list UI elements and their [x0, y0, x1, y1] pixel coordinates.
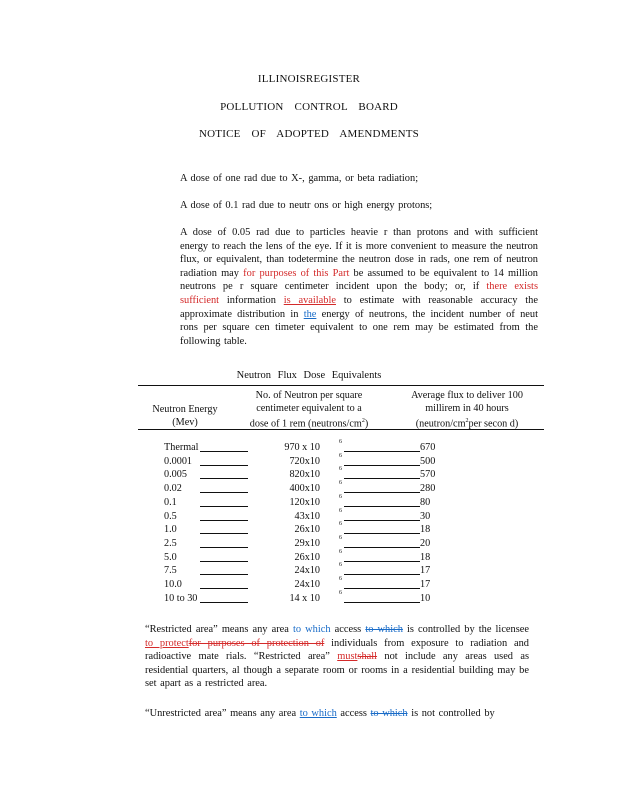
exponent: 6 [339, 480, 342, 487]
flux-cell: 17 [420, 565, 431, 577]
table-row [0, 452, 618, 469]
exponent: 6 [339, 521, 342, 528]
flux-cell: 20 [420, 537, 431, 549]
energy-cell: 10.0 [164, 579, 182, 590]
leader-line [200, 520, 248, 521]
leader-line [344, 465, 420, 466]
exponent: 6 [339, 493, 342, 500]
flux-cell: 30 [420, 510, 431, 522]
neutrons-cell: 14 x 10 [289, 592, 320, 604]
flux-cell: 18 [420, 551, 431, 563]
leader-line [344, 561, 420, 562]
leader-line [200, 465, 248, 466]
deleted-text: to which [365, 624, 403, 635]
restricted-area-paragraph: “Restricted area” means any area to which access to which is controlled by the licensee to protectfor purposes of protection of individuals from exposure to radiation and radioactive mate rials. “Restricted area” mustshall not include any areas used as residential quarters, al though a separate room or rooms in a residential building may be set apart as a restricted area. [145, 624, 530, 690]
table-row [0, 466, 618, 482]
table-row [0, 548, 618, 565]
exponent: 6 [339, 589, 342, 596]
inserted-text: for purposes of this Part [243, 267, 350, 279]
flux-cell: 18 [420, 524, 431, 536]
energy-cell: 10 to 30 [164, 592, 198, 604]
inserted-text: there exists sufficient [180, 281, 538, 306]
flux-cell: 570 [420, 469, 436, 481]
inserted-text: must [337, 651, 358, 663]
p3-text-d: to estimate with reasonable accuracy the approximate distribution in [180, 294, 538, 320]
leader-line [200, 533, 248, 534]
flux-cell: 80 [420, 496, 431, 508]
energy-cell: 0.005 [164, 469, 187, 481]
energy-cell: 5.0 [164, 551, 177, 563]
leader-line [200, 506, 248, 507]
neutrons-cell: 26x10 [294, 524, 320, 536]
table-row [0, 589, 618, 606]
flux-cell: 280 [420, 483, 436, 495]
leader-line [200, 492, 248, 493]
col-header-neutrons: No. of Neutron per square centimeter equivalent to a dose of 1 rem $(neutrons/cm^2)$ [249, 390, 369, 430]
neutrons-cell: 400x10 [289, 483, 320, 495]
deleted-text: shall [357, 651, 378, 663]
table-top-rule [138, 385, 544, 386]
table-row [0, 493, 618, 510]
deleted-text: for purposes of protection of [188, 637, 325, 649]
energy-cell: 2.5 [164, 537, 177, 549]
leader-line [344, 506, 420, 507]
col-header-flux: Average flux to deliver 100 millirem in 40 hours ($neutron/cm^2per$ secon d) [411, 390, 523, 430]
exponent: 6 [339, 439, 342, 445]
energy-cell: 7.5 [164, 565, 177, 577]
inserted-text: to which [299, 708, 337, 719]
inserted-text: to which [293, 624, 331, 635]
neutrons-cell: 43x10 [294, 510, 320, 522]
flux-cell: 10 [420, 592, 431, 604]
neutrons-cell: 820x10 [289, 469, 320, 481]
neutrons-cell: 24x10 [294, 565, 320, 577]
exponent: 6 [339, 562, 342, 569]
neutrons-cell: 24x10 [294, 579, 320, 590]
flux-cell: 17 [420, 579, 431, 590]
leader-line [344, 520, 420, 521]
table-row [0, 562, 618, 578]
deleted-text: to which [370, 708, 408, 719]
leader-line [344, 533, 420, 534]
register-title: ILLINOISREGISTER [257, 73, 361, 85]
exponent: 6 [339, 452, 342, 459]
table-header-rule [138, 429, 544, 430]
table-caption: Neutron Flux Dose Equivalents [236, 370, 382, 381]
neutrons-cell: 29x10 [294, 537, 320, 549]
leader-line [344, 451, 420, 452]
energy-cell: 0.02 [164, 483, 182, 495]
neutrons-cell: 120x10 [289, 496, 320, 508]
inserted-text: to protect [145, 637, 189, 649]
energy-cell: 0.5 [164, 510, 177, 522]
leader-line [200, 574, 248, 575]
exponent: 6 [339, 548, 342, 555]
flux-cell: 670 [420, 442, 436, 453]
unrestricted-area-paragraph: “Unrestricted area” means any area to which access to which is not controlled by [145, 708, 495, 719]
heavy-particle-paragraph [180, 226, 538, 348]
leader-line [344, 588, 420, 589]
flux-cell: 500 [420, 455, 436, 467]
exponent: 6 [339, 576, 342, 582]
exponent: 6 [339, 466, 342, 473]
inserted-text: is available [283, 294, 336, 306]
col-header-energy: Neutron Energy (Mev) [152, 404, 218, 428]
energy-cell: 1.0 [164, 524, 177, 536]
table-row [0, 534, 618, 551]
exponent: 6 [339, 534, 342, 541]
p3-text-e: energy of neutrons, the incident number of neut rons per square cen timeter equivalent to one rem may be estimated from the following table. [180, 308, 538, 347]
leader-line [200, 602, 248, 603]
p3-text-b: be assumed to be equivalent to 14 million neutrons pe r square centimeter incident upon the body; or, if [180, 267, 538, 293]
leader-line [344, 547, 420, 548]
energy-cell: Thermal [164, 442, 199, 453]
leader-line [344, 574, 420, 575]
energy-cell: 0.1 [164, 496, 177, 508]
leader-line [344, 478, 420, 479]
table-row [0, 507, 618, 524]
energy-cell: 0.0001 [164, 455, 193, 467]
p3-text-a: A dose of 0.05 rad due to particles heavie r than protons and with sufficient energy to reach the lens of the eye. If it is more convenient to measure the neutron flux, or equivalent, than todetermine the neutron dose in rads, one rem of neutron radiation may [180, 227, 538, 279]
table-row [0, 576, 618, 592]
table-row [0, 439, 618, 455]
leader-line [200, 451, 248, 452]
table-row [0, 521, 618, 537]
inserted-text: the [303, 308, 317, 320]
leader-line [344, 492, 420, 493]
leader-line [344, 602, 420, 603]
table-row [0, 480, 618, 496]
notice-title: NOTICE OF ADOPTED AMENDMENTS [199, 128, 419, 140]
xray-dose-paragraph: A dose of one rad due to X-, gamma, or beta radiation; [180, 173, 419, 184]
leader-line [200, 478, 248, 479]
proton-dose-paragraph: A dose of 0.1 rad due to neutr ons or high energy protons; [180, 200, 433, 211]
leader-line [200, 547, 248, 548]
leader-line [200, 588, 248, 589]
leader-line [200, 561, 248, 562]
p3-text-c: information [219, 294, 284, 306]
exponent: 6 [339, 507, 342, 514]
board-title: POLLUTION CONTROL BOARD [220, 101, 398, 113]
neutrons-cell: 720x10 [289, 455, 320, 467]
neutrons-cell: 970 x 10 [284, 442, 320, 453]
neutrons-cell: 26x10 [294, 551, 320, 563]
